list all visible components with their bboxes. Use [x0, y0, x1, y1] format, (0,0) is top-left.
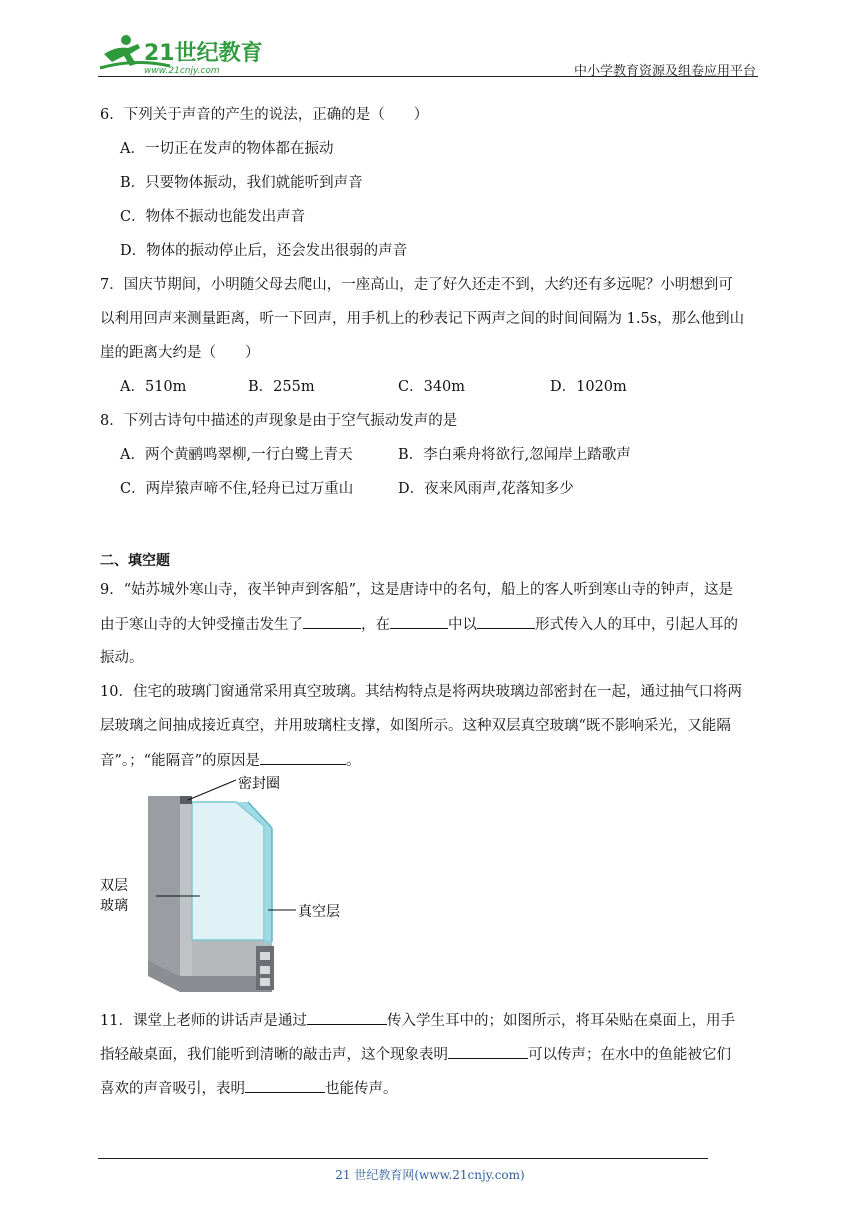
- q9-line-3: 振动。: [100, 650, 144, 666]
- q7-option-d: D．1020m: [550, 379, 627, 395]
- q7-line-3: 崖的距离大约是（ ）: [100, 345, 260, 361]
- q7-option-c: C．340m: [398, 379, 466, 395]
- label-seal-ring: 密封圈: [238, 776, 280, 792]
- platform-name: 中小学教育资源及组卷应用平台: [573, 64, 756, 79]
- q11-line-3: 喜欢的声音吸引，表明 也能传声。: [100, 1078, 398, 1099]
- q6-stem: 6．下列关于声音的产生的说法，正确的是（ ）: [100, 107, 429, 123]
- q9-blank-2[interactable]: [390, 614, 448, 629]
- q11-line-2: 指轻敲桌面，我们能听到清晰的敲击声，这个现象表明 可以传声；在水中的鱼能被它们: [100, 1044, 731, 1065]
- q6-option-d: D．物体的振动停止后，还会发出很弱的声音: [120, 243, 408, 259]
- q8-option-a: A．两个黄鹂鸣翠柳,一行白鹭上青天: [120, 447, 353, 463]
- q11-blank-2[interactable]: [448, 1044, 528, 1059]
- q8-option-b: B．李白乘舟将欲行,忽闻岸上踏歌声: [398, 447, 631, 463]
- label-vacuum-layer: 真空层: [298, 904, 340, 920]
- q7-option-a: A．510m: [120, 379, 187, 395]
- glass-pane-front: [192, 802, 264, 940]
- label-double-glass-2: 玻璃: [100, 898, 128, 914]
- site-logo: [96, 32, 266, 76]
- header-divider: [98, 76, 758, 77]
- q6-option-b: B．只要物体振动，我们就能听到声音: [120, 175, 363, 191]
- q7-line-2: 以利用回声来测量距离，听一下回声，用手机上的秒表记下两声之间的时间间隔为 1.5s，那么他到山: [100, 311, 745, 327]
- footer-divider: [98, 1158, 708, 1159]
- logo-url: www.21cnjy.com: [144, 66, 220, 76]
- q10-line-2: 层玻璃之间抽成接近真空，并用玻璃柱支撑，如图所示。这种双层真空玻璃“既不影响采光，又能隔: [100, 718, 731, 734]
- q8-option-d: D．夜来风雨声,花落知多少: [398, 481, 574, 497]
- leader-seal: [188, 780, 236, 800]
- q8-stem: 8．下列古诗句中描述的声现象是由于空气振动发声的是: [100, 413, 458, 429]
- logo-text: 21世纪教育: [144, 41, 263, 66]
- q9-line-2: 由于寒山寺的大钟受撞击发生了 ，在 中以 形式传入人的耳中，引起人耳的: [100, 614, 738, 635]
- frame-left-side: [148, 796, 180, 976]
- q6-option-a: A．一切正在发声的物体都在振动: [120, 141, 334, 157]
- q6-option-c: C．物体不振动也能发出声音: [120, 209, 306, 225]
- q10-line-3: 音”。；“能隔音”的原因是 。: [100, 750, 361, 771]
- vacuum-glass-figure: [96, 770, 356, 1000]
- q10-blank[interactable]: [260, 750, 346, 765]
- q11-blank-1[interactable]: [307, 1010, 387, 1025]
- q10-line-1: 10．住宅的玻璃门窗通常采用真空玻璃。其结构特点是将两块玻璃边部密封在一起，通过抽气口将两: [100, 684, 742, 700]
- label-double-glass-1: 双层: [100, 878, 128, 894]
- q7-option-b: B．255m: [248, 379, 315, 395]
- frame-left-face: [180, 796, 192, 980]
- q9-line-1: 9．“姑苏城外寒山寺，夜半钟声到客船”，这是唐诗中的名句，船上的客人听到寒山寺的钟声，这是: [100, 582, 734, 598]
- q11-blank-3[interactable]: [245, 1078, 325, 1093]
- seal-ring: [180, 796, 192, 804]
- section-title-fill-in: 二、填空题: [100, 553, 170, 569]
- q7-line-1: 7．国庆节期间，小明随父母去爬山，一座高山，走了好久还走不到，大约还有多远呢？小明想到可: [100, 277, 733, 293]
- q9-blank-1[interactable]: [303, 614, 361, 629]
- footer-text[interactable]: 21 世纪教育网(www.21cnjy.com): [335, 1168, 525, 1182]
- q8-option-c: C．两岸猿声啼不住,轻舟已过万重山: [120, 481, 354, 497]
- q11-line-1: 11．课堂上老师的讲话声是通过 传入学生耳中的；如图所示，将耳朵贴在桌面上，用手: [100, 1010, 735, 1031]
- q9-blank-3[interactable]: [477, 614, 535, 629]
